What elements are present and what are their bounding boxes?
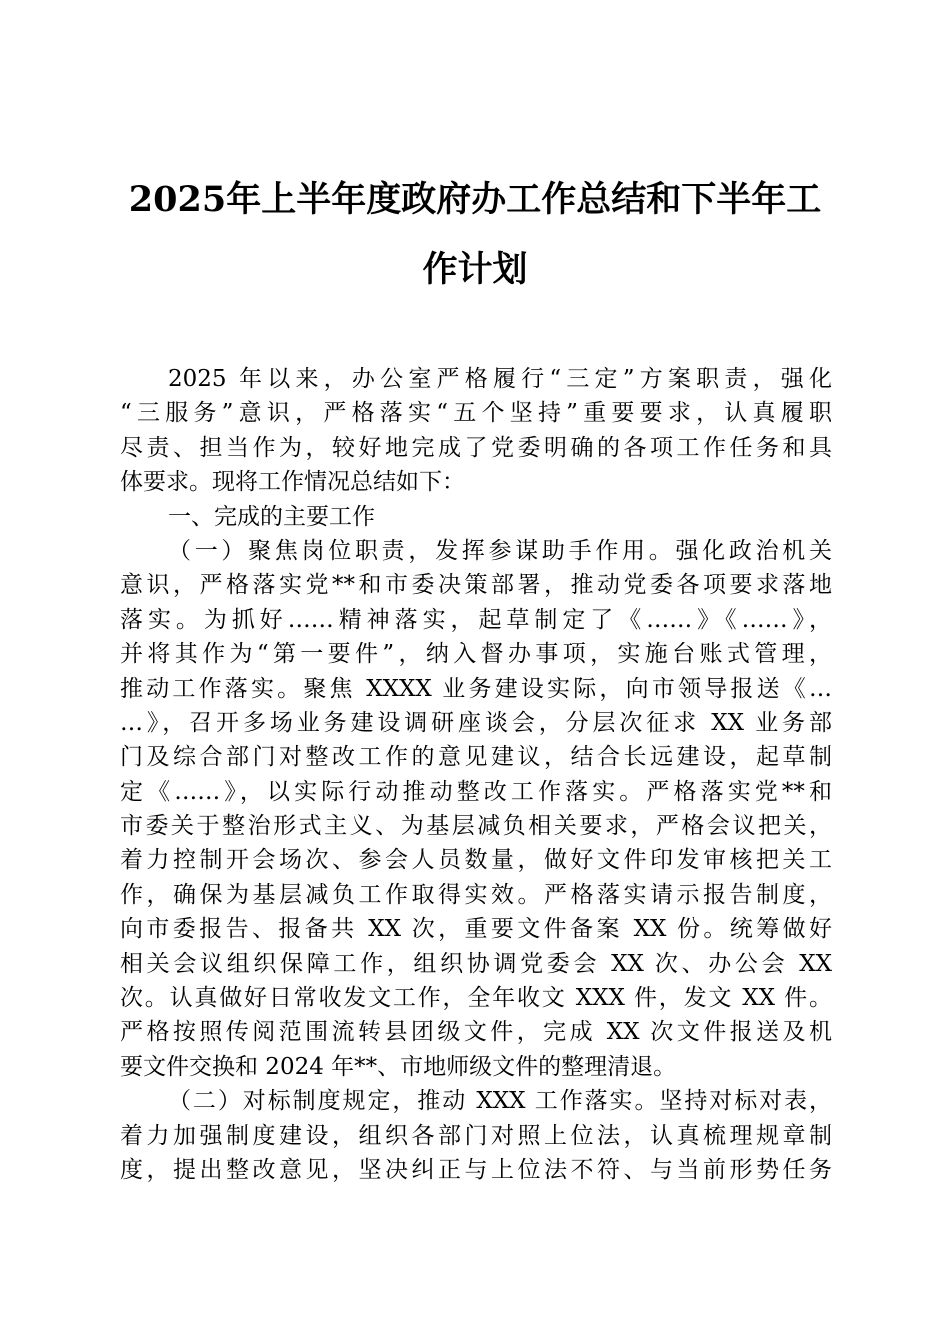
paragraph-line: 要文件交换和 2024 年**、市地师级文件的整理清退。 <box>120 1053 677 1080</box>
paragraph-line: 着力控制开会场次、参会人员数量，做好文件印发审核把关工 <box>120 847 832 874</box>
paragraph-line: 意识，严格落实党**和市委决策部署，推动党委各项要求落地 <box>120 572 832 599</box>
paragraph-line: …》，召开多场业务建设调研座谈会，分层次征求 XX 业务部 <box>120 709 832 736</box>
paragraph-line: 落实。为抓好……精神落实，起草制定了《……》《……》， <box>120 606 832 633</box>
paragraph-line: 次。认真做好日常收发文工作，全年收文 XXX 件，发文 XX 件。 <box>120 985 832 1012</box>
paragraph-line: （一）聚焦岗位职责，发挥参谋助手作用。强化政治机关 <box>168 537 832 564</box>
paragraph-line: 市委关于整治形式主义、为基层减负相关要求，严格会议把关， <box>120 813 832 840</box>
paragraph-line: 度，提出整改意见，坚决纠正与上位法不符、与当前形势任务 <box>120 1156 832 1183</box>
paragraph-line: 推动工作落实。聚焦 XXXX 业务建设实际，向市领导报送《… <box>120 675 832 702</box>
document-body <box>120 362 832 1187</box>
paragraph-line: 严格按照传阅范围流转县团级文件，完成 XX 次文件报送及机 <box>120 1019 832 1046</box>
paragraph-line: 尽责、担当作为，较好地完成了党委明确的各项工作任务和具 <box>120 434 832 461</box>
paragraph-line: 定《……》，以实际行动推动整改工作落实。严格落实党**和 <box>120 778 832 805</box>
paragraph-line: 相关会议组织保障工作，组织协调党委会 XX 次、办公会 XX <box>120 950 832 977</box>
paragraph-line: 2025 年以来，办公室严格履行“三定”方案职责，强化 <box>168 366 832 392</box>
section-heading: 一、完成的主要工作 <box>168 503 375 530</box>
paragraph-line: 向市委报告、报备共 XX 次，重要文件备案 XX 份。统筹做好 <box>120 916 832 943</box>
paragraph-line: 并将其作为“第一要件”，纳入督办事项，实施台账式管理， <box>120 641 832 668</box>
paragraph-line: 着力加强制度建设，组织各部门对照上位法，认真梳理规章制 <box>120 1122 832 1149</box>
paragraph-line: “三服务”意识，严格落实“五个坚持”重要要求，认真履职 <box>120 400 832 427</box>
paragraph-line: 门及综合部门对整改工作的意见建议，结合长远建设，起草制 <box>120 744 832 771</box>
document-title-line-1: 2025年上半年度政府办工作总结和下半年工 <box>128 179 822 220</box>
paragraph-line: 作，确保为基层减负工作取得实效。严格落实请示报告制度， <box>120 881 832 908</box>
paragraph-line: （二）对标制度规定，推动 XXX 工作落实。坚持对标对表， <box>168 1088 832 1115</box>
paragraph-line: 体要求。现将工作情况总结如下： <box>120 469 465 496</box>
document-title-line-2: 作计划 <box>422 249 528 290</box>
